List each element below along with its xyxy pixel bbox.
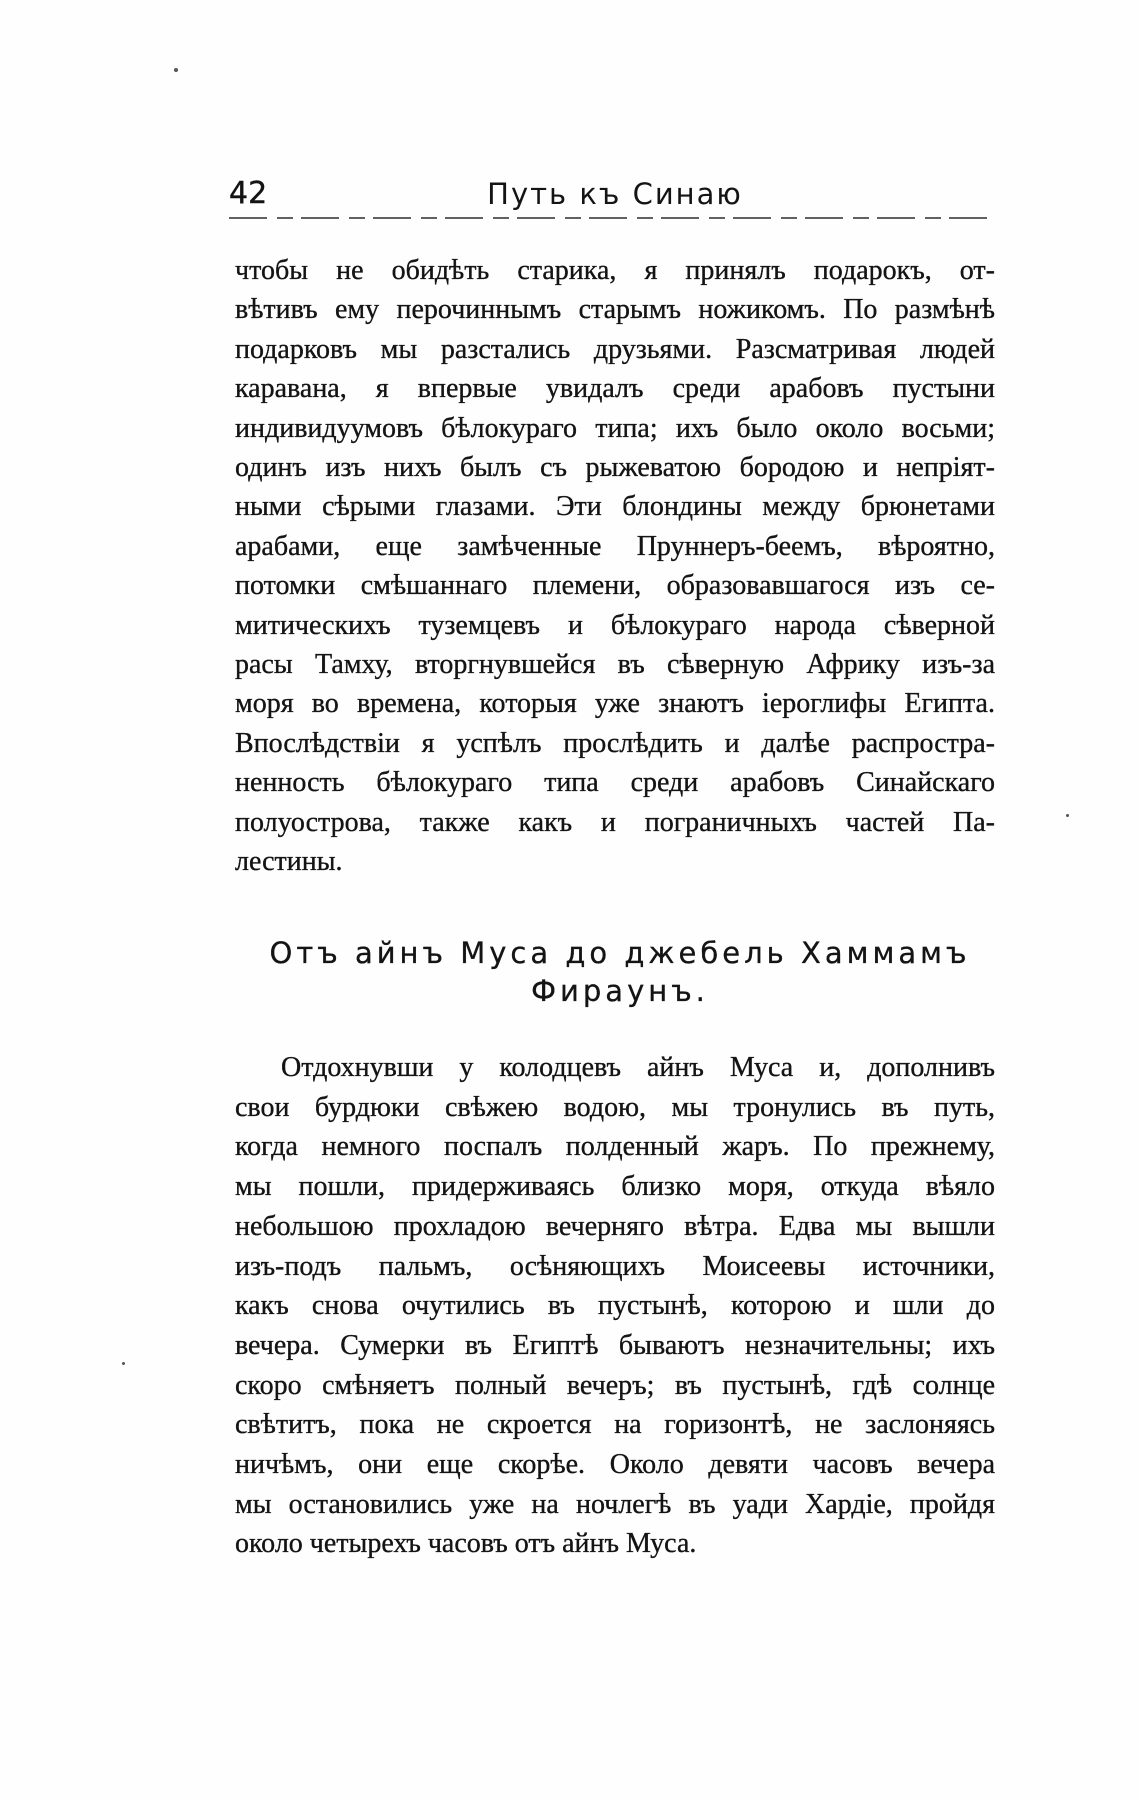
paragraph-line: лестины.: [235, 846, 343, 878]
section-heading: [170, 934, 1070, 1010]
paragraph-line: потомки смѣшаннаго племени, образовавшагося изъ се-: [235, 570, 995, 602]
paragraph-line: когда немного поспалъ полденный жаръ. По прежнему,: [235, 1131, 995, 1163]
paragraph-line: моря во времена, которыя уже знаютъ іероглифы Египта.: [235, 688, 995, 720]
paragraph-line: небольшою прохладою вечерняго вѣтра. Едва мы вышли: [235, 1210, 995, 1242]
paragraph-line: вѣтивъ ему перочиннымъ старымъ ножикомъ. По размѣнѣ: [235, 294, 995, 326]
paragraph-line: Впослѣдствіи я успѣлъ прослѣдить и далѣе распростра-: [235, 727, 995, 759]
running-header: [229, 176, 995, 212]
section-heading-line: Фираунъ.: [531, 974, 709, 1008]
header-rule: [229, 217, 995, 219]
scan-speck: [1066, 814, 1069, 817]
paragraph-line: полуострова, также какъ и пограничныхъ частей Па-: [235, 806, 995, 838]
paragraph-line: мы пошли, придерживаясь близко моря, откуда вѣяло: [235, 1171, 995, 1203]
paragraph-line: чтобы не обидѣть старика, я принялъ подарокъ, от-: [235, 255, 995, 286]
paragraph-line: каравана, я впервые увидалъ среди арабовъ пустыни: [235, 373, 995, 405]
paragraph-line: изъ-подъ пальмъ, осѣняющихъ Моисеевы источники,: [235, 1250, 995, 1282]
paragraph-line: подарковъ мы разстались друзьями. Разсматривая людей: [235, 333, 995, 365]
paragraph-line: Отдохнувши у колодцевъ айнъ Муса и, дополнивъ: [281, 1052, 995, 1083]
page-number: 42: [229, 176, 268, 211]
paragraph-line: свои бурдюки свѣжею водою, мы тронулись въ путь,: [235, 1091, 995, 1123]
paragraph-line: ными сѣрыми глазами. Эти блондины между брюнетами: [235, 491, 995, 523]
paragraph-line: расы Тамху, вторгнувшейся въ сѣверную Африку изъ-за: [235, 649, 995, 681]
paragraph-line: около четырехъ часовъ отъ айнъ Муса.: [235, 1528, 697, 1560]
paragraph-line: скоро смѣняетъ полный вечеръ; въ пустынѣ, гдѣ солнце: [235, 1369, 995, 1401]
paragraph-line: ненность бѣлокураго типа среди арабовъ Синайскаго: [235, 767, 995, 799]
section-heading-line: Отъ айнъ Муса до джебель Хаммамъ: [269, 936, 971, 970]
running-title: Путь къ Синаю: [487, 177, 743, 211]
paragraph-line: арабами, еще замѣченные Пруннеръ-беемъ, вѣроятно,: [235, 530, 995, 562]
paragraph-line: митическихъ туземцевъ и бѣлокураго народа сѣверной: [235, 609, 995, 641]
paragraph-line: какъ снова очутились въ пустынѣ, которою и шли до: [235, 1290, 995, 1322]
paragraph-line: индивидуумовъ бѣлокураго типа; ихъ было около восьми;: [235, 412, 995, 444]
paragraph-line: вечера. Сумерки въ Египтѣ бываютъ незначительны; ихъ: [235, 1329, 995, 1361]
paragraph-line: мы остановились уже на ночлегѣ въ уади Хардіе, пройдя: [235, 1488, 995, 1520]
paragraph: [235, 1048, 995, 1564]
paragraph-line: ничѣмъ, они еще скорѣе. Около девяти часовъ вечера: [235, 1449, 995, 1481]
scan-speck: [122, 1362, 125, 1365]
paragraph-line: одинъ изъ нихъ былъ съ рыжеватою бородою и непріят-: [235, 452, 995, 484]
scan-speck: [174, 68, 178, 72]
paragraph-line: свѣтитъ, пока не скроется на горизонтѣ, не заслоняясь: [235, 1409, 995, 1441]
paragraph: [235, 251, 995, 882]
